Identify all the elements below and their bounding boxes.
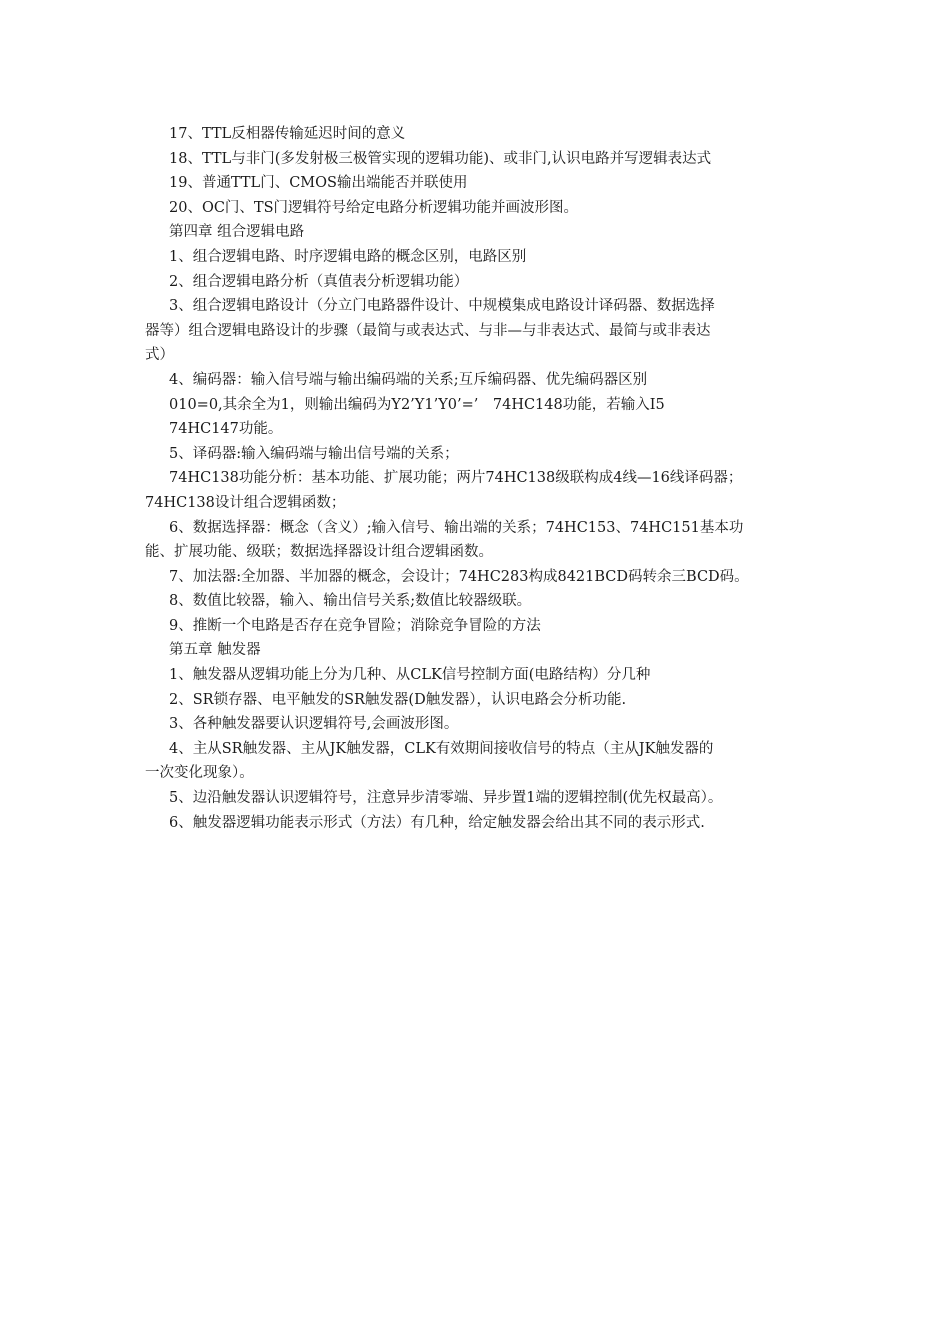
document-body — [145, 122, 815, 835]
text-line: 第五章 触发器 — [169, 642, 261, 659]
text-line: 74HC147功能。 — [169, 421, 283, 438]
text-line: 4、主从SR触发器、主从JK触发器，CLK有效期间接收信号的特点（主从JK触发器的 — [169, 740, 714, 757]
text-line: 74HC138功能分析：基本功能、扩展功能；两片74HC138级联构成4线—16线译码器； — [169, 470, 743, 487]
text-line: 1、触发器从逻辑功能上分为几种、从CLK信号控制方面(电路结构）分几种 — [169, 667, 651, 684]
text-line: 8、数值比较器，输入、输出信号关系;数值比较器级联。 — [169, 593, 532, 610]
text-line: 17、TTL反相器传输延迟时间的意义 — [169, 126, 406, 142]
text-line: 2、SR锁存器、电平触发的SR触发器(D触发器），认识电路会分析功能. — [169, 691, 627, 708]
text-line: 7、加法器:全加器、半加器的概念，会设计；74HC283构成8421BCD码转余三BCD码。 — [169, 568, 749, 585]
text-line: 3、组合逻辑电路设计（分立门电路器件设计、中规模集成电路设计译码器、数据选择 — [169, 298, 715, 315]
text-line: 器等）组合逻辑电路设计的步骤（最简与或表达式、与非—与非表达式、最简与或非表达 — [145, 322, 711, 339]
text-line: 能、扩展功能、级联；数据选择器设计组合逻辑函数。 — [145, 544, 493, 561]
text-line: 式） — [145, 347, 174, 364]
text-line: 74HC138设计组合逻辑函数； — [145, 494, 346, 511]
text-line: 6、触发器逻辑功能表示形式（方法）有几种，给定触发器会给出其不同的表示形式. — [169, 814, 705, 831]
text-line: 3、各种触发器要认识逻辑符号,会画波形图。 — [169, 716, 459, 733]
text-line: 18、TTL与非门(多发射极三极管实现的逻辑功能)、或非门,认识电路并写逻辑表达式 — [169, 150, 712, 167]
text-line: 9、推断一个电路是否存在竞争冒险；消除竞争冒险的方法 — [169, 617, 541, 634]
text-line: 第四章 组合逻辑电路 — [169, 224, 305, 241]
text-line: 20、OC门、TS门逻辑符号给定电路分析逻辑功能并画波形图。 — [169, 199, 579, 216]
text-line: 5、译码器:输入编码端与输出信号端的关系； — [169, 445, 459, 462]
text-line: 6、数据选择器：概念（含义）;输入信号、输出端的关系；74HC153、74HC151基本功 — [169, 519, 744, 536]
text-line: 一次变化现象）。 — [145, 765, 254, 782]
text-line: 19、普通TTL门、CMOS输出端能否并联使用 — [169, 175, 468, 192]
text-line: 4、编码器：输入信号端与输出编码端的关系;互斥编码器、优先编码器区别 — [169, 371, 648, 388]
text-line: 010=0,其余全为1，则输出编码为Y2’Y1’Y0’=’ 74HC148功能，若输入I5 — [169, 396, 665, 413]
text-line: 2、组合逻辑电路分析（真值表分析逻辑功能） — [169, 273, 469, 290]
text-line: 1、组合逻辑电路、时序逻辑电路的概念区别，电路区别 — [169, 248, 527, 265]
text-line: 5、边沿触发器认识逻辑符号，注意异步清零端、异步置1端的逻辑控制(优先权最高）。 — [169, 790, 723, 807]
